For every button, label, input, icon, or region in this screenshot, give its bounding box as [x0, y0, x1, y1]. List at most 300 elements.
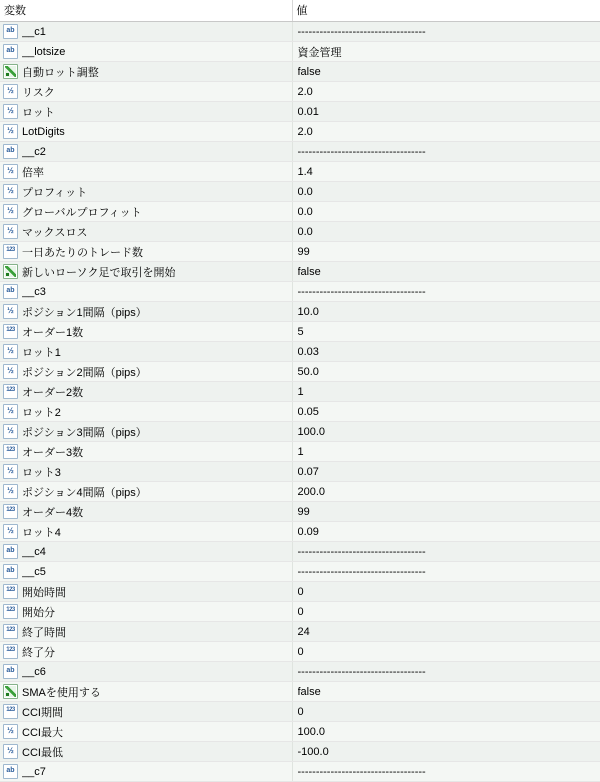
value-cell-content: [293, 202, 600, 221]
table-row[interactable]: [0, 422, 600, 442]
value-cell-content: [293, 222, 600, 241]
table-header-row: [0, 0, 600, 22]
string-type-icon: ab: [3, 564, 18, 579]
int-type-icon: 123: [3, 644, 18, 659]
value-cell-content: [293, 362, 600, 381]
value-cell-content: [293, 442, 600, 461]
value-cell[interactable]: [292, 282, 600, 302]
value-cell-content: [293, 262, 600, 281]
int-type-icon: 123: [3, 704, 18, 719]
value-cell[interactable]: [292, 562, 600, 582]
table-row[interactable]: [0, 142, 600, 162]
double-type-icon: ½: [3, 224, 18, 239]
value-cell[interactable]: [292, 482, 600, 502]
variable-cell-content: [0, 22, 292, 41]
value-text: 資金管理: [298, 44, 342, 60]
table-row[interactable]: [0, 462, 600, 482]
value-cell-content: [293, 62, 600, 81]
value-cell[interactable]: [292, 522, 600, 542]
value-text: 0.0: [298, 226, 313, 238]
value-text: false: [298, 66, 321, 78]
variable-cell[interactable]: [0, 542, 292, 562]
value-cell[interactable]: [292, 442, 600, 462]
variable-cell[interactable]: [0, 742, 292, 762]
variable-name-label: __c6: [22, 666, 46, 678]
table-row[interactable]: [0, 322, 600, 342]
double-type-icon: ½: [3, 724, 18, 739]
value-text: -----------------------------------: [298, 666, 426, 678]
table-row[interactable]: [0, 582, 600, 602]
value-text: 1: [298, 386, 304, 398]
value-text: 99: [298, 506, 310, 518]
variable-cell[interactable]: [0, 282, 292, 302]
variable-cell-content: [0, 602, 292, 621]
variable-name-label: __c4: [22, 546, 46, 558]
variable-name-label: ロット4: [22, 524, 61, 540]
table-row[interactable]: [0, 362, 600, 382]
double-type-icon: ½: [3, 424, 18, 439]
variable-name-label: ロット: [22, 104, 55, 120]
table-row[interactable]: [0, 602, 600, 622]
value-cell-content: [293, 762, 600, 781]
variable-cell-content: [0, 422, 292, 441]
value-cell[interactable]: [292, 182, 600, 202]
variable-cell[interactable]: [0, 722, 292, 742]
value-cell[interactable]: [292, 42, 600, 62]
variable-name-label: ポジション2間隔（pips）: [22, 364, 147, 380]
value-cell-content: [293, 282, 600, 301]
table-row[interactable]: [0, 562, 600, 582]
value-cell-content: [293, 22, 600, 41]
value-cell[interactable]: [292, 682, 600, 702]
enum-type-icon: [3, 264, 18, 279]
variable-name-label: CCI最大: [22, 724, 63, 740]
variable-cell-content: [0, 662, 292, 681]
value-text: 0: [298, 586, 304, 598]
variable-name-label: グローバルプロフィット: [22, 204, 142, 220]
variable-name-label: ポジション1間隔（pips）: [22, 304, 147, 320]
variable-cell-content: [0, 242, 292, 261]
variable-name-label: LotDigits: [22, 126, 65, 138]
variable-cell[interactable]: [0, 582, 292, 602]
variable-cell[interactable]: [0, 162, 292, 182]
value-text: -----------------------------------: [298, 766, 426, 778]
value-cell-content: [293, 182, 600, 201]
value-cell[interactable]: [292, 602, 600, 622]
table-row[interactable]: [0, 442, 600, 462]
table-row[interactable]: [0, 482, 600, 502]
value-text: 5: [298, 326, 304, 338]
variable-name-label: プロフィット: [22, 184, 87, 200]
value-cell-content: [293, 42, 600, 61]
value-cell-content: [293, 322, 600, 341]
variable-name-label: __c7: [22, 766, 46, 778]
variable-cell-content: [0, 202, 292, 221]
value-cell-content: [293, 682, 600, 701]
int-type-icon: 123: [3, 244, 18, 259]
double-type-icon: ½: [3, 344, 18, 359]
value-text: 0.01: [298, 106, 319, 118]
variable-name-label: オーダー3数: [22, 444, 83, 460]
value-text: 0.0: [298, 186, 313, 198]
variable-cell[interactable]: [0, 122, 292, 142]
value-cell-content: [293, 562, 600, 581]
value-text: 200.0: [298, 486, 326, 498]
table-row[interactable]: [0, 522, 600, 542]
table-row[interactable]: [0, 702, 600, 722]
variable-cell-content: [0, 482, 292, 501]
int-type-icon: 123: [3, 324, 18, 339]
table-row[interactable]: [0, 242, 600, 262]
variable-cell-content: [0, 582, 292, 601]
variable-name-label: SMAを使用する: [22, 684, 101, 700]
variable-cell[interactable]: [0, 702, 292, 722]
value-text: 100.0: [298, 426, 326, 438]
table-row[interactable]: [0, 182, 600, 202]
table-row[interactable]: [0, 102, 600, 122]
value-cell[interactable]: [292, 22, 600, 42]
variable-cell-content: [0, 402, 292, 421]
variable-cell[interactable]: [0, 302, 292, 322]
value-text: -----------------------------------: [298, 286, 426, 298]
variable-cell-content: [0, 122, 292, 141]
table-row[interactable]: [0, 662, 600, 682]
value-text: -----------------------------------: [298, 146, 426, 158]
variable-cell-content: [0, 702, 292, 721]
value-text: 50.0: [298, 366, 319, 378]
variable-name-label: ロット1: [22, 344, 61, 360]
variable-name-label: 開始時間: [22, 584, 66, 600]
int-type-icon: 123: [3, 604, 18, 619]
variable-cell[interactable]: [0, 242, 292, 262]
variable-name-label: __c2: [22, 146, 46, 158]
string-type-icon: ab: [3, 24, 18, 39]
value-text: 100.0: [298, 726, 326, 738]
variable-cell-content: [0, 102, 292, 121]
value-text: 0: [298, 706, 304, 718]
table-row[interactable]: [0, 42, 600, 62]
table-row[interactable]: [0, 502, 600, 522]
value-cell-content: [293, 722, 600, 741]
value-cell[interactable]: [292, 362, 600, 382]
variable-cell-content: [0, 762, 292, 781]
variable-cell-content: [0, 82, 292, 101]
string-type-icon: ab: [3, 144, 18, 159]
value-cell[interactable]: [292, 322, 600, 342]
value-cell[interactable]: [292, 142, 600, 162]
table-row[interactable]: [0, 742, 600, 762]
variable-name-label: __c3: [22, 286, 46, 298]
variable-name-label: 倍率: [22, 164, 44, 180]
variable-name-label: オーダー2数: [22, 384, 83, 400]
value-text: 0: [298, 606, 304, 618]
variable-name-label: 終了時間: [22, 624, 66, 640]
variable-cell-content: [0, 502, 292, 521]
variable-cell[interactable]: [0, 322, 292, 342]
variable-cell[interactable]: [0, 602, 292, 622]
table-row[interactable]: [0, 402, 600, 422]
table-row[interactable]: [0, 642, 600, 662]
string-type-icon: ab: [3, 764, 18, 779]
variable-cell-content: [0, 742, 292, 761]
table-row[interactable]: [0, 542, 600, 562]
enum-type-icon: [3, 684, 18, 699]
variable-cell-content: [0, 162, 292, 181]
variable-cell[interactable]: [0, 522, 292, 542]
value-cell-content: [293, 742, 600, 761]
double-type-icon: ½: [3, 404, 18, 419]
variable-name-label: __c5: [22, 566, 46, 578]
value-text: -100.0: [298, 746, 329, 758]
value-cell[interactable]: [292, 502, 600, 522]
value-cell-content: [293, 162, 600, 181]
value-cell[interactable]: [292, 582, 600, 602]
variable-name-label: 開始分: [22, 604, 55, 620]
value-cell-content: [293, 422, 600, 441]
variable-cell-content: [0, 142, 292, 161]
value-cell[interactable]: [292, 622, 600, 642]
variable-cell[interactable]: [0, 142, 292, 162]
table-row[interactable]: [0, 302, 600, 322]
value-cell-content: [293, 602, 600, 621]
variable-cell-content: [0, 562, 292, 581]
table-row[interactable]: [0, 122, 600, 142]
value-cell[interactable]: [292, 702, 600, 722]
table-row[interactable]: [0, 162, 600, 182]
value-text: 0.09: [298, 526, 319, 538]
string-type-icon: ab: [3, 544, 18, 559]
variable-cell-content: [0, 362, 292, 381]
value-text: 0.05: [298, 406, 319, 418]
value-cell[interactable]: [292, 222, 600, 242]
variable-name-label: __c1: [22, 26, 46, 38]
table-row[interactable]: [0, 682, 600, 702]
variable-cell[interactable]: [0, 482, 292, 502]
variable-name-label: リスク: [22, 84, 55, 100]
value-cell[interactable]: [292, 422, 600, 442]
value-cell[interactable]: [292, 722, 600, 742]
variable-cell[interactable]: [0, 262, 292, 282]
table-row[interactable]: [0, 222, 600, 242]
double-type-icon: ½: [3, 484, 18, 499]
value-cell-content: [293, 302, 600, 321]
table-row[interactable]: [0, 282, 600, 302]
value-cell-content: [293, 462, 600, 481]
value-cell-content: [293, 502, 600, 521]
variable-cell-content: [0, 302, 292, 321]
value-text: 0.07: [298, 466, 319, 478]
int-type-icon: 123: [3, 504, 18, 519]
variable-cell-content: [0, 522, 292, 541]
value-cell-content: [293, 542, 600, 561]
variable-cell[interactable]: [0, 462, 292, 482]
table-row[interactable]: [0, 722, 600, 742]
variable-cell-content: [0, 262, 292, 281]
variable-cell-content: [0, 542, 292, 561]
int-type-icon: 123: [3, 624, 18, 639]
table-row[interactable]: [0, 622, 600, 642]
value-cell[interactable]: [292, 122, 600, 142]
double-type-icon: ½: [3, 164, 18, 179]
variable-cell-content: [0, 322, 292, 341]
double-type-icon: ½: [3, 524, 18, 539]
value-cell-content: [293, 82, 600, 101]
variable-name-label: ロット2: [22, 404, 61, 420]
value-text: 10.0: [298, 306, 319, 318]
value-cell[interactable]: [292, 382, 600, 402]
variable-cell[interactable]: [0, 362, 292, 382]
variable-cell[interactable]: [0, 502, 292, 522]
column-header-value[interactable]: 値: [292, 0, 600, 22]
value-text: 99: [298, 246, 310, 258]
variable-cell[interactable]: [0, 62, 292, 82]
value-cell-content: [293, 102, 600, 121]
double-type-icon: ½: [3, 304, 18, 319]
value-text: 1.4: [298, 166, 313, 178]
variable-cell[interactable]: [0, 222, 292, 242]
variable-cell[interactable]: [0, 422, 292, 442]
double-type-icon: ½: [3, 104, 18, 119]
variable-cell[interactable]: [0, 442, 292, 462]
variable-cell[interactable]: [0, 342, 292, 362]
value-cell-content: [293, 342, 600, 361]
table-row[interactable]: [0, 22, 600, 42]
value-text: false: [298, 686, 321, 698]
value-cell-content: [293, 642, 600, 661]
value-text: 0.0: [298, 206, 313, 218]
value-cell[interactable]: [292, 262, 600, 282]
double-type-icon: ½: [3, 184, 18, 199]
variable-cell-content: [0, 182, 292, 201]
value-cell-content: [293, 382, 600, 401]
variable-cell[interactable]: [0, 202, 292, 222]
table-row[interactable]: [0, 382, 600, 402]
variable-name-label: ポジション4間隔（pips）: [22, 484, 147, 500]
variable-cell[interactable]: [0, 682, 292, 702]
value-cell-content: [293, 582, 600, 601]
value-text: 0.03: [298, 346, 319, 358]
variable-name-label: CCI期間: [22, 704, 63, 720]
value-cell[interactable]: [292, 302, 600, 322]
value-cell-content: [293, 702, 600, 721]
value-text: 0: [298, 646, 304, 658]
double-type-icon: ½: [3, 744, 18, 759]
value-text: 2.0: [298, 126, 313, 138]
value-cell-content: [293, 402, 600, 421]
value-cell[interactable]: [292, 82, 600, 102]
variable-cell-content: [0, 382, 292, 401]
value-cell[interactable]: [292, 162, 600, 182]
double-type-icon: ½: [3, 204, 18, 219]
value-cell[interactable]: [292, 202, 600, 222]
variable-name-label: 終了分: [22, 644, 55, 660]
variable-name-label: オーダー4数: [22, 504, 83, 520]
value-cell[interactable]: [292, 402, 600, 422]
table-row[interactable]: [0, 342, 600, 362]
variable-cell[interactable]: [0, 402, 292, 422]
variable-cell[interactable]: [0, 82, 292, 102]
table-body: [0, 22, 600, 782]
double-type-icon: ½: [3, 124, 18, 139]
string-type-icon: ab: [3, 44, 18, 59]
value-cell[interactable]: [292, 542, 600, 562]
variable-cell-content: [0, 222, 292, 241]
value-text: 2.0: [298, 86, 313, 98]
value-cell[interactable]: [292, 662, 600, 682]
variable-name-label: 新しいローソク足で取引を開始: [22, 264, 175, 280]
value-text: false: [298, 266, 321, 278]
value-cell[interactable]: [292, 742, 600, 762]
variable-cell-content: [0, 442, 292, 461]
value-cell[interactable]: [292, 762, 600, 782]
variable-name-label: CCI最低: [22, 744, 63, 760]
value-cell-content: [293, 142, 600, 161]
value-text: -----------------------------------: [298, 546, 426, 558]
variable-name-label: __lotsize: [22, 46, 65, 58]
string-type-icon: ab: [3, 664, 18, 679]
value-cell[interactable]: [292, 102, 600, 122]
variable-cell-content: [0, 62, 292, 81]
enum-type-icon: [3, 64, 18, 79]
variable-cell-content: [0, 682, 292, 701]
value-cell[interactable]: [292, 342, 600, 362]
variable-cell[interactable]: [0, 22, 292, 42]
variable-cell[interactable]: [0, 102, 292, 122]
value-text: 24: [298, 626, 310, 638]
variable-cell[interactable]: [0, 662, 292, 682]
variable-name-label: 自動ロット調整: [22, 64, 99, 80]
double-type-icon: ½: [3, 364, 18, 379]
value-text: -----------------------------------: [298, 26, 426, 38]
variable-cell-content: [0, 722, 292, 741]
value-cell[interactable]: [292, 462, 600, 482]
table-row[interactable]: [0, 262, 600, 282]
value-cell-content: [293, 122, 600, 141]
variable-cell-content: [0, 642, 292, 661]
variable-cell[interactable]: [0, 762, 292, 782]
table-row[interactable]: [0, 202, 600, 222]
table-row[interactable]: [0, 762, 600, 782]
variable-name-label: 一日あたりのトレード数: [22, 244, 143, 260]
variable-cell[interactable]: [0, 562, 292, 582]
variable-cell-content: [0, 42, 292, 61]
variable-cell[interactable]: [0, 182, 292, 202]
double-type-icon: ½: [3, 464, 18, 479]
variable-cell-content: [0, 342, 292, 361]
variable-cell-content: [0, 462, 292, 481]
value-cell-content: [293, 482, 600, 501]
variable-cell[interactable]: [0, 642, 292, 662]
value-cell[interactable]: [292, 642, 600, 662]
value-cell-content: [293, 662, 600, 681]
value-text: -----------------------------------: [298, 566, 426, 578]
variable-cell[interactable]: [0, 622, 292, 642]
int-type-icon: 123: [3, 584, 18, 599]
variable-name-label: オーダー1数: [22, 324, 83, 340]
table-row[interactable]: [0, 62, 600, 82]
variable-name-label: マックスロス: [22, 224, 87, 240]
value-cell[interactable]: [292, 62, 600, 82]
variable-cell[interactable]: [0, 42, 292, 62]
column-header-variable[interactable]: 変数: [0, 0, 292, 22]
int-type-icon: 123: [3, 444, 18, 459]
string-type-icon: ab: [3, 284, 18, 299]
table-row[interactable]: [0, 82, 600, 102]
value-cell[interactable]: [292, 242, 600, 262]
variable-cell-content: [0, 622, 292, 641]
value-cell-content: [293, 622, 600, 641]
variable-cell[interactable]: [0, 382, 292, 402]
